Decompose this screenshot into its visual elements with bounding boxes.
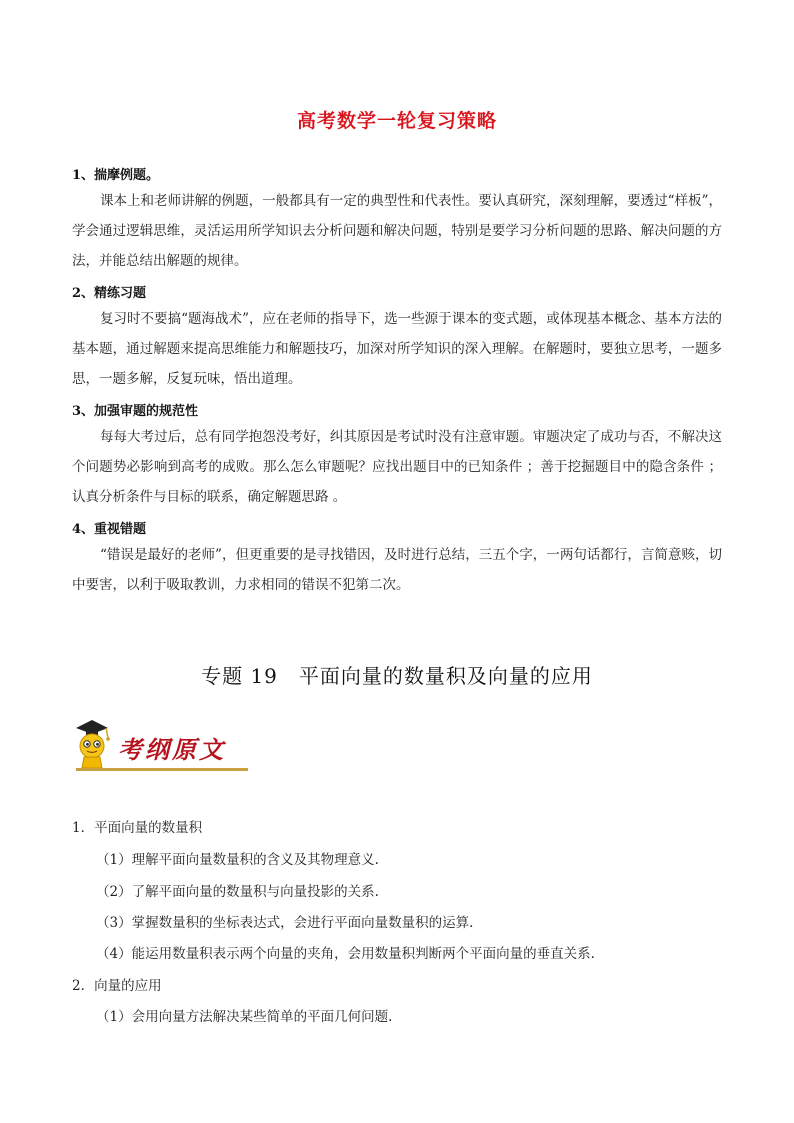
outline-sub-1-3: （3）掌握数量积的坐标表达式，会进行平面向量数量积的运算. xyxy=(96,915,474,931)
outline-sub-1-4: （4）能运用数量积表示两个向量的夹角，会用数量积判断两个平面向量的垂直关系. xyxy=(96,946,595,962)
outline-sub-1-2: （2）了解平面向量的数量积与向量投影的关系. xyxy=(96,884,379,900)
section-body-1: 课本上和老师讲解的例题，一般都具有一定的典型性和代表性。要认真研究，深刻理解，要透过“样板”，学会通过逻辑思维，灵活运用所学知识去分析问题和解决问题，特别是要学习分析问题的思路、解决问题的方法，并能总结出解题的规律。 xyxy=(72,193,722,269)
graduate-cap-icon xyxy=(76,720,110,768)
topic-title: 专题 19 平面向量的数量积及向量的应用 xyxy=(201,664,593,688)
section-heading-1: 1、揣摩例题。 xyxy=(72,168,160,183)
outline-sub-1-1: （1）理解平面向量数量积的含义及其物理意义. xyxy=(96,852,379,868)
section-heading-2: 2、精练习题 xyxy=(72,286,147,301)
banner-text: 考纲原文 xyxy=(118,735,226,764)
section-heading-4: 4、重视错题 xyxy=(72,522,147,537)
page-title: 高考数学一轮复习策略 xyxy=(296,110,497,132)
outline-item-dot-product: 1．平面向量的数量积 xyxy=(72,820,203,836)
section-body-4: “错误是最好的老师”，但更重要的是寻找错因，及时进行总结，三五个字，一两句话都行，言简意赅，切中要害，以利于吸取教训，力求相同的错误不犯第二次。 xyxy=(72,547,722,593)
banner-underline xyxy=(76,768,248,771)
section-heading-3: 3、加强审题的规范性 xyxy=(72,404,199,419)
outline-sub-2-1: （1）会用向量方法解决某些简单的平面几何问题. xyxy=(96,1009,393,1025)
section-body-2: 复习时不要搞“题海战术”，应在老师的指导下，选一些源于课本的变式题，或体现基本概念、基本方法的基本题，通过解题来提高思维能力和解题技巧，加深对所学知识的深入理解。在解题时，要独立思考，一题多思，一题多解，反复玩味，悟出道理。 xyxy=(72,311,722,387)
section-body-3: 每每大考过后，总有同学抱怨没考好，纠其原因是考试时没有注意审题。审题决定了成功与否，不解决这个问题势必影响到高考的成败。那么怎么审题呢？应找出题目中的已知条件 ；善于挖掘题目中的隐含条件 ；认真分析条件与目标的联系，确定解题思路 。 xyxy=(72,429,722,505)
syllabus-banner xyxy=(72,716,252,776)
outline-item-applications: 2．向量的应用 xyxy=(72,978,162,994)
